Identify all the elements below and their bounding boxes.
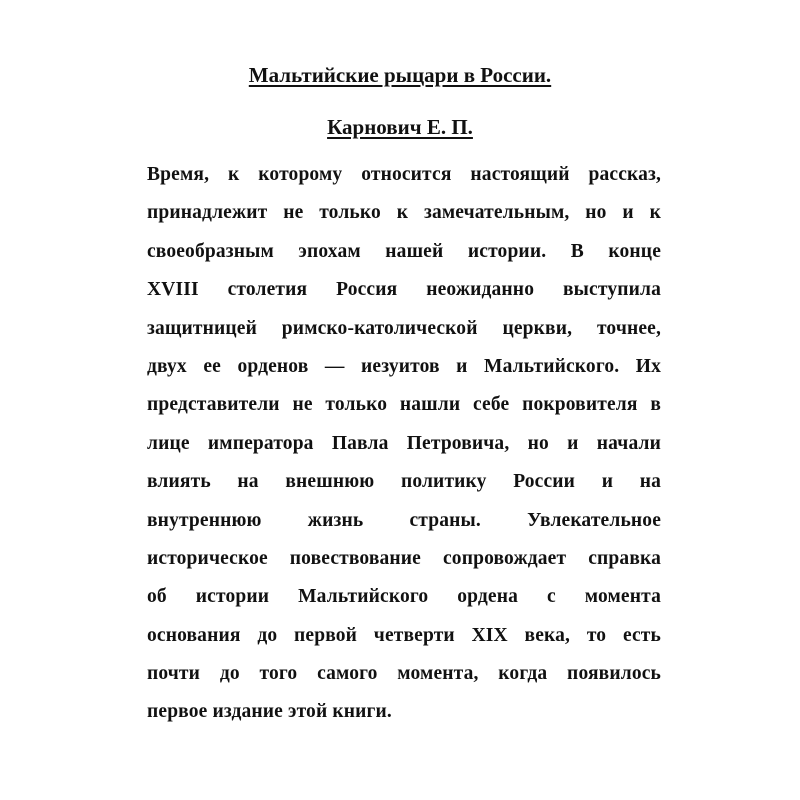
paragraph-line: историческое повествование сопровождает справка: [147, 547, 661, 569]
paragraph-line: первое издание этой книги.: [147, 701, 392, 723]
paragraph-line: Время, к которому относится настоящий рассказ,: [147, 164, 661, 185]
paragraph-line: об истории Мальтийского ордена с момента: [147, 586, 661, 608]
paragraph-line: почти до того самого момента, когда появилось: [147, 663, 661, 685]
document-author: Карнович Е. П.: [327, 115, 473, 139]
paragraph-line: внутреннюю жизнь страны. Увлекательное: [147, 509, 661, 531]
paragraph-line: основания до первой четверти XIX века, то есть: [147, 624, 661, 646]
description-paragraph: [147, 158, 661, 734]
paragraph-line: лице императора Павла Петровича, но и начали: [147, 432, 661, 454]
paragraph-line: своеобразным эпохам нашей истории. В конце: [147, 240, 661, 262]
paragraph-line: влиять на внешнюю политику России и на: [147, 471, 661, 493]
paragraph-line: XVIII столетия Россия неожиданно выступила: [147, 279, 661, 301]
paragraph-line: защитницей римско-католической церкви, точнее,: [147, 317, 661, 339]
paragraph-line: представители не только нашли себе покровителя в: [147, 394, 661, 416]
document-title: Мальтийские рыцари в России.: [248, 63, 552, 87]
paragraph-line: двух ее орденов — иезуитов и Мальтийского. Их: [147, 355, 661, 377]
paragraph-line: принадлежит не только к замечательным, но и к: [147, 202, 661, 224]
